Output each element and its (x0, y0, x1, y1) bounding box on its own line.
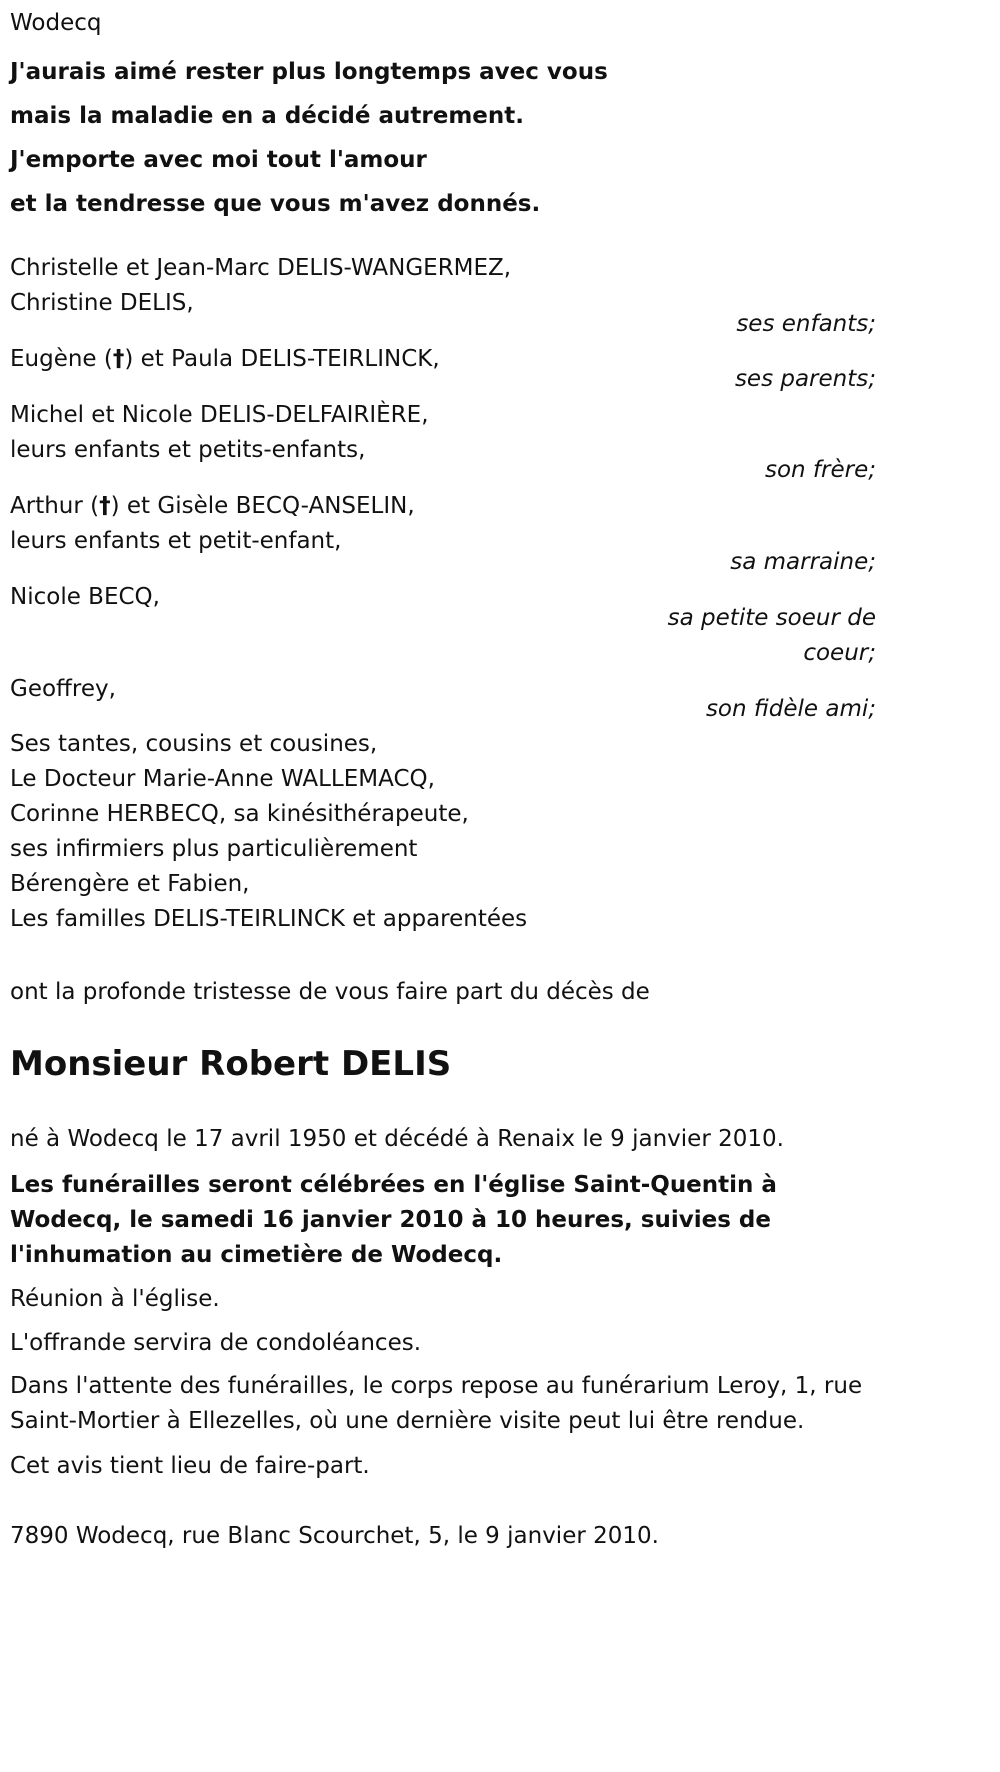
family-line: Ses tantes, cousins et cousines, (10, 731, 378, 757)
cross-icon: † (112, 346, 125, 372)
family-line (10, 489, 876, 524)
poem-line: mais la maladie en a décidé autrement. (10, 103, 524, 129)
announcement: ont la profonde tristesse de vous faire part du décès de (10, 979, 650, 1005)
family-line: leurs enfants et petit-enfant, (10, 528, 342, 554)
deceased-name: Monsieur Robert DELIS (10, 1044, 452, 1084)
text: ) et Gisèle BECQ-ANSELIN, (110, 493, 415, 519)
birth-death: né à Wodecq le 17 avril 1950 et décédé à Renaix le 9 janvier 2010. (10, 1126, 784, 1152)
family-line: Bérengère et Fabien, (10, 871, 250, 897)
family-line: Christine DELIS, (10, 290, 194, 316)
visit-details: Dans l'attente des funérailles, le corps repose au funérarium Leroy, 1, rue Saint-Mortier à Ellezelles, où une dernière visite peut lui être rendue. (10, 1373, 863, 1434)
family-line: Christelle et Jean-Marc DELIS-WANGERMEZ, (10, 255, 512, 281)
town-header: Wodecq (10, 10, 102, 36)
family-others (10, 727, 876, 937)
role-children: ses enfants; (736, 311, 876, 337)
text: Eugène ( (10, 346, 113, 372)
funeral-details: Les funérailles seront célébrées en l'église Saint-Quentin à Wodecq, le samedi 16 janvier 2010 à 10 heures, suivies de l'inhumation au cimetière de Wodecq. (10, 1172, 777, 1268)
family-line: Le Docteur Marie-Anne WALLEMACQ, (10, 766, 435, 792)
role-heart-sister: sa petite soeur de coeur; (667, 605, 876, 666)
notice: Cet avis tient lieu de faire-part. (10, 1453, 370, 1479)
offering: L'offrande servira de condoléances. (10, 1330, 422, 1356)
family-line: Geoffrey, (10, 676, 116, 702)
role-parents: ses parents; (734, 366, 876, 392)
role-godmother: sa marraine; (730, 549, 876, 575)
text: ) et Paula DELIS-TEIRLINCK, (124, 346, 440, 372)
family-line: Michel et Nicole DELIS-DELFAIRIÈRE, (10, 402, 429, 428)
poem (10, 50, 608, 226)
family-line: Nicole BECQ, (10, 584, 160, 610)
family-line: leurs enfants et petits-enfants, (10, 437, 366, 463)
role-friend: son fidèle ami; (705, 696, 876, 722)
text: Arthur ( (10, 493, 100, 519)
poem-line: J'aurais aimé rester plus longtemps avec vous (10, 59, 608, 85)
family-line: Corinne HERBECQ, sa kinésithérapeute, (10, 801, 469, 827)
family-line: Les familles DELIS-TEIRLINCK et apparentées (10, 906, 528, 932)
role-brother: son frère; (764, 457, 876, 483)
family-brother (10, 398, 876, 468)
cross-icon: † (99, 493, 111, 519)
reunion: Réunion à l'église. (10, 1286, 220, 1312)
family-line: ses infirmiers plus particulièrement (10, 836, 418, 862)
poem-line: et la tendresse que vous m'avez donnés. (10, 191, 541, 217)
poem-line: J'emporte avec moi tout l'amour (10, 147, 427, 173)
address-date: 7890 Wodecq, rue Blanc Scourchet, 5, le 9 janvier 2010. (10, 1523, 659, 1549)
